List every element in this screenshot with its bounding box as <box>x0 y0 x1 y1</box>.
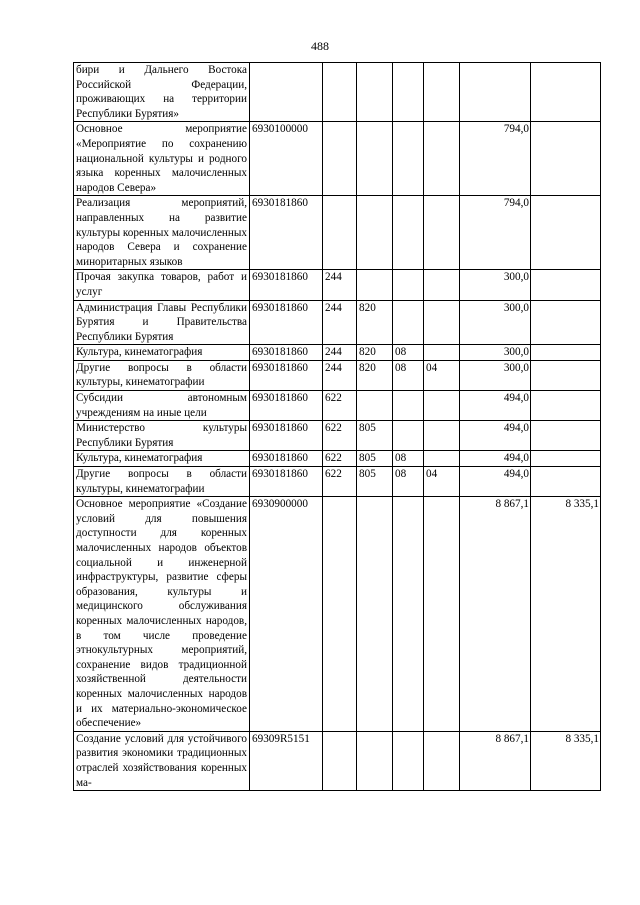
cell-subsection <box>424 421 460 451</box>
cell-name: Субсидии автономным учреждениям на иные цели <box>74 391 250 421</box>
cell-section <box>393 122 424 196</box>
page-number: 488 <box>311 39 329 53</box>
cell-administrator: 805 <box>357 421 393 451</box>
table-body <box>74 63 601 791</box>
cell-target-article: 6930181860 <box>250 300 323 345</box>
cell-expense-type: 244 <box>323 345 357 361</box>
cell-amount-1 <box>460 63 531 122</box>
table-row <box>74 360 601 390</box>
cell-amount-2 <box>531 360 601 390</box>
cell-name: Основное мероприятие «Создание условий для повышения доступности для коренных малочисленных народов объектов социальной и инженерной инфраструктуры, развитие сферы образования, культуры и медицинского обслуживания коренных малочисленных народов, в том числе проведение этнокультурных мероприятий, сохранение видов традиционной хозяйственной деятельности коренных малочисленных народов и их материально-экономическое обеспечение» <box>74 497 250 732</box>
cell-subsection <box>424 63 460 122</box>
cell-amount-1: 300,0 <box>460 270 531 300</box>
table-row <box>74 731 601 790</box>
cell-amount-1: 8 867,1 <box>460 731 531 790</box>
cell-target-article: 6930181860 <box>250 360 323 390</box>
cell-expense-type: 244 <box>323 270 357 300</box>
cell-name: Культура, кинематография <box>74 345 250 361</box>
table-row <box>74 467 601 497</box>
cell-target-article: 6930100000 <box>250 122 323 196</box>
cell-administrator <box>357 63 393 122</box>
cell-amount-1: 794,0 <box>460 122 531 196</box>
cell-target-article: 6930181860 <box>250 196 323 270</box>
cell-section <box>393 300 424 345</box>
cell-administrator <box>357 391 393 421</box>
cell-expense-type: 244 <box>323 300 357 345</box>
cell-expense-type <box>323 731 357 790</box>
cell-administrator: 805 <box>357 467 393 497</box>
cell-administrator <box>357 196 393 270</box>
cell-administrator: 820 <box>357 300 393 345</box>
cell-amount-2 <box>531 196 601 270</box>
table-row <box>74 270 601 300</box>
cell-subsection <box>424 391 460 421</box>
cell-target-article: 6930181860 <box>250 467 323 497</box>
table-row <box>74 421 601 451</box>
cell-amount-2 <box>531 300 601 345</box>
cell-expense-type <box>323 122 357 196</box>
cell-amount-1: 494,0 <box>460 421 531 451</box>
cell-administrator: 820 <box>357 345 393 361</box>
cell-target-article: 69309R5151 <box>250 731 323 790</box>
cell-target-article <box>250 63 323 122</box>
cell-target-article: 6930181860 <box>250 421 323 451</box>
cell-subsection <box>424 497 460 732</box>
cell-section <box>393 391 424 421</box>
cell-amount-1: 300,0 <box>460 300 531 345</box>
cell-expense-type: 622 <box>323 391 357 421</box>
cell-subsection <box>424 300 460 345</box>
cell-subsection <box>424 196 460 270</box>
cell-subsection: 04 <box>424 360 460 390</box>
cell-section <box>393 63 424 122</box>
cell-amount-2 <box>531 270 601 300</box>
table-row <box>74 451 601 467</box>
cell-section: 08 <box>393 345 424 361</box>
cell-name: Создание условий для устойчивого развития экономики традиционных отраслей хозяйствования коренных ма- <box>74 731 250 790</box>
cell-section: 08 <box>393 467 424 497</box>
cell-subsection <box>424 270 460 300</box>
cell-amount-2 <box>531 451 601 467</box>
cell-section: 08 <box>393 360 424 390</box>
cell-amount-2 <box>531 122 601 196</box>
cell-expense-type: 244 <box>323 360 357 390</box>
cell-name: Прочая закупка товаров, работ и услуг <box>74 270 250 300</box>
cell-expense-type: 622 <box>323 451 357 467</box>
cell-amount-2 <box>531 63 601 122</box>
cell-target-article: 6930181860 <box>250 345 323 361</box>
cell-amount-2: 8 335,1 <box>531 731 601 790</box>
cell-administrator <box>357 731 393 790</box>
cell-amount-2 <box>531 467 601 497</box>
cell-section <box>393 196 424 270</box>
cell-subsection <box>424 451 460 467</box>
cell-name: бири и Дальнего Востока Российской Федерации, проживающих на территории Республики Бурятия» <box>74 63 250 122</box>
cell-expense-type <box>323 497 357 732</box>
table-row <box>74 122 601 196</box>
cell-expense-type <box>323 196 357 270</box>
cell-section <box>393 497 424 732</box>
cell-section <box>393 270 424 300</box>
cell-amount-2 <box>531 421 601 451</box>
cell-subsection: 04 <box>424 467 460 497</box>
cell-administrator: 805 <box>357 451 393 467</box>
cell-subsection <box>424 122 460 196</box>
cell-target-article: 6930900000 <box>250 497 323 732</box>
cell-amount-1: 494,0 <box>460 451 531 467</box>
cell-amount-1: 300,0 <box>460 360 531 390</box>
cell-amount-2: 8 335,1 <box>531 497 601 732</box>
cell-expense-type: 622 <box>323 421 357 451</box>
cell-name: Министерство культуры Республики Бурятия <box>74 421 250 451</box>
cell-section: 08 <box>393 451 424 467</box>
cell-subsection <box>424 731 460 790</box>
cell-target-article: 6930181860 <box>250 270 323 300</box>
cell-amount-1: 300,0 <box>460 345 531 361</box>
cell-section <box>393 421 424 451</box>
cell-name: Другие вопросы в области культуры, кинематографии <box>74 467 250 497</box>
table-row <box>74 345 601 361</box>
table-row <box>74 391 601 421</box>
cell-amount-1: 494,0 <box>460 391 531 421</box>
cell-amount-1: 8 867,1 <box>460 497 531 732</box>
cell-name: Основное мероприятие «Мероприятие по сохранению национальной культуры и родного языка коренных малочисленных народов Севера» <box>74 122 250 196</box>
cell-administrator <box>357 497 393 732</box>
table-row <box>74 497 601 732</box>
table-row <box>74 63 601 122</box>
cell-amount-2 <box>531 391 601 421</box>
cell-name: Культура, кинематография <box>74 451 250 467</box>
cell-name: Администрация Главы Республики Бурятия и Правительства Республики Бурятия <box>74 300 250 345</box>
cell-administrator <box>357 122 393 196</box>
cell-amount-2 <box>531 345 601 361</box>
cell-expense-type <box>323 63 357 122</box>
cell-amount-1: 794,0 <box>460 196 531 270</box>
cell-section <box>393 731 424 790</box>
cell-name: Реализация мероприятий, направленных на развитие культуры коренных малочисленных народов Севера и сохранение миноритарных языков <box>74 196 250 270</box>
budget-table <box>73 62 601 791</box>
cell-subsection <box>424 345 460 361</box>
cell-target-article: 6930181860 <box>250 451 323 467</box>
cell-target-article: 6930181860 <box>250 391 323 421</box>
cell-administrator <box>357 270 393 300</box>
cell-name: Другие вопросы в области культуры, кинематографии <box>74 360 250 390</box>
table-row <box>74 300 601 345</box>
cell-administrator: 820 <box>357 360 393 390</box>
table-row <box>74 196 601 270</box>
cell-expense-type: 622 <box>323 467 357 497</box>
cell-amount-1: 494,0 <box>460 467 531 497</box>
